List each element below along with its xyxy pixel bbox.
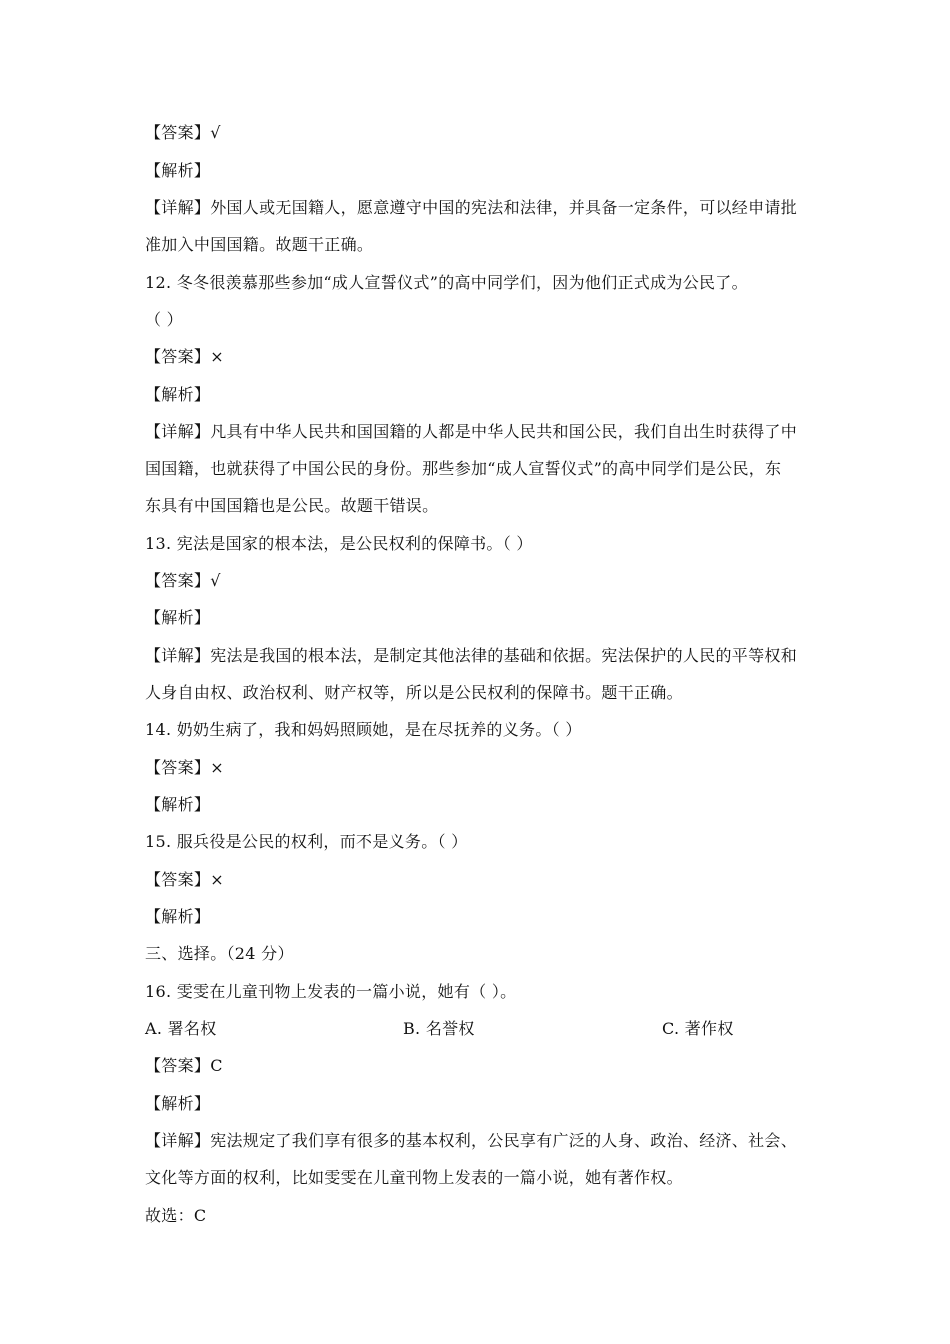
analysis-label: 【解析】 (145, 161, 211, 180)
question-16: 16. 雯雯在儿童刊物上发表的一篇小说，她有（ ）。 (145, 982, 517, 1001)
question-13: 13. 宪法是国家的根本法，是公民权利的保障书。（ ） (145, 534, 533, 553)
answer-label: 【答案】× (145, 758, 224, 777)
answer-label: 【答案】× (145, 347, 224, 366)
analysis-label: 【解析】 (145, 795, 211, 814)
answer-blank: （ ） (145, 310, 183, 329)
analysis-label: 【解析】 (145, 1094, 211, 1113)
question-14: 14. 奶奶生病了，我和妈妈照顾她，是在尽抚养的义务。（ ） (145, 720, 582, 739)
option-a: A. 署名权 (145, 1019, 217, 1038)
explanation-text: 文化等方面的权利，比如雯雯在儿童刊物上发表的一篇小说，她有著作权。 (145, 1168, 683, 1187)
explanation-text: 【详解】宪法规定了我们享有很多的基本权利，公民享有广泛的人身、政治、经济、社会、 (145, 1131, 798, 1150)
question-12: 12. 冬冬很羡慕那些参加“成人宣誓仪式”的高中同学们，因为他们正式成为公民了。 (145, 273, 748, 292)
option-b: B. 名誉权 (403, 1019, 475, 1038)
explanation-text: 【详解】外国人或无国籍人，愿意遵守中国的宪法和法律，并具备一定条件，可以经申请批 (145, 198, 798, 217)
explanation-text: 东具有中国国籍也是公民。故题干错误。 (145, 496, 439, 515)
analysis-label: 【解析】 (145, 907, 211, 926)
analysis-label: 【解析】 (145, 608, 211, 627)
explanation-text: 【详解】宪法是我国的根本法，是制定其他法律的基础和依据。宪法保护的人民的平等权和 (145, 646, 798, 665)
answer-label: 【答案】C (145, 1056, 223, 1075)
explanation-text: 人身自由权、政治权利、财产权等，所以是公民权利的保障书。题干正确。 (145, 683, 683, 702)
explanation-text: 【详解】凡具有中华人民共和国国籍的人都是中华人民共和国公民，我们自出生时获得了中 (145, 422, 798, 441)
explanation-text: 国国籍，也就获得了中国公民的身份。那些参加“成人宣誓仪式”的高中同学们是公民，东 (145, 459, 782, 478)
section-heading: 三、选择。（24 分） (145, 944, 294, 963)
question-15: 15. 服兵役是公民的权利，而不是义务。（ ） (145, 832, 468, 851)
answer-label: 【答案】√ (145, 123, 221, 142)
final-choice: 故选：C (145, 1206, 207, 1225)
answer-label: 【答案】× (145, 870, 224, 889)
analysis-label: 【解析】 (145, 385, 211, 404)
option-c: C. 著作权 (662, 1019, 734, 1038)
answer-label: 【答案】√ (145, 571, 221, 590)
explanation-text: 准加入中国国籍。故题干正确。 (145, 235, 374, 254)
